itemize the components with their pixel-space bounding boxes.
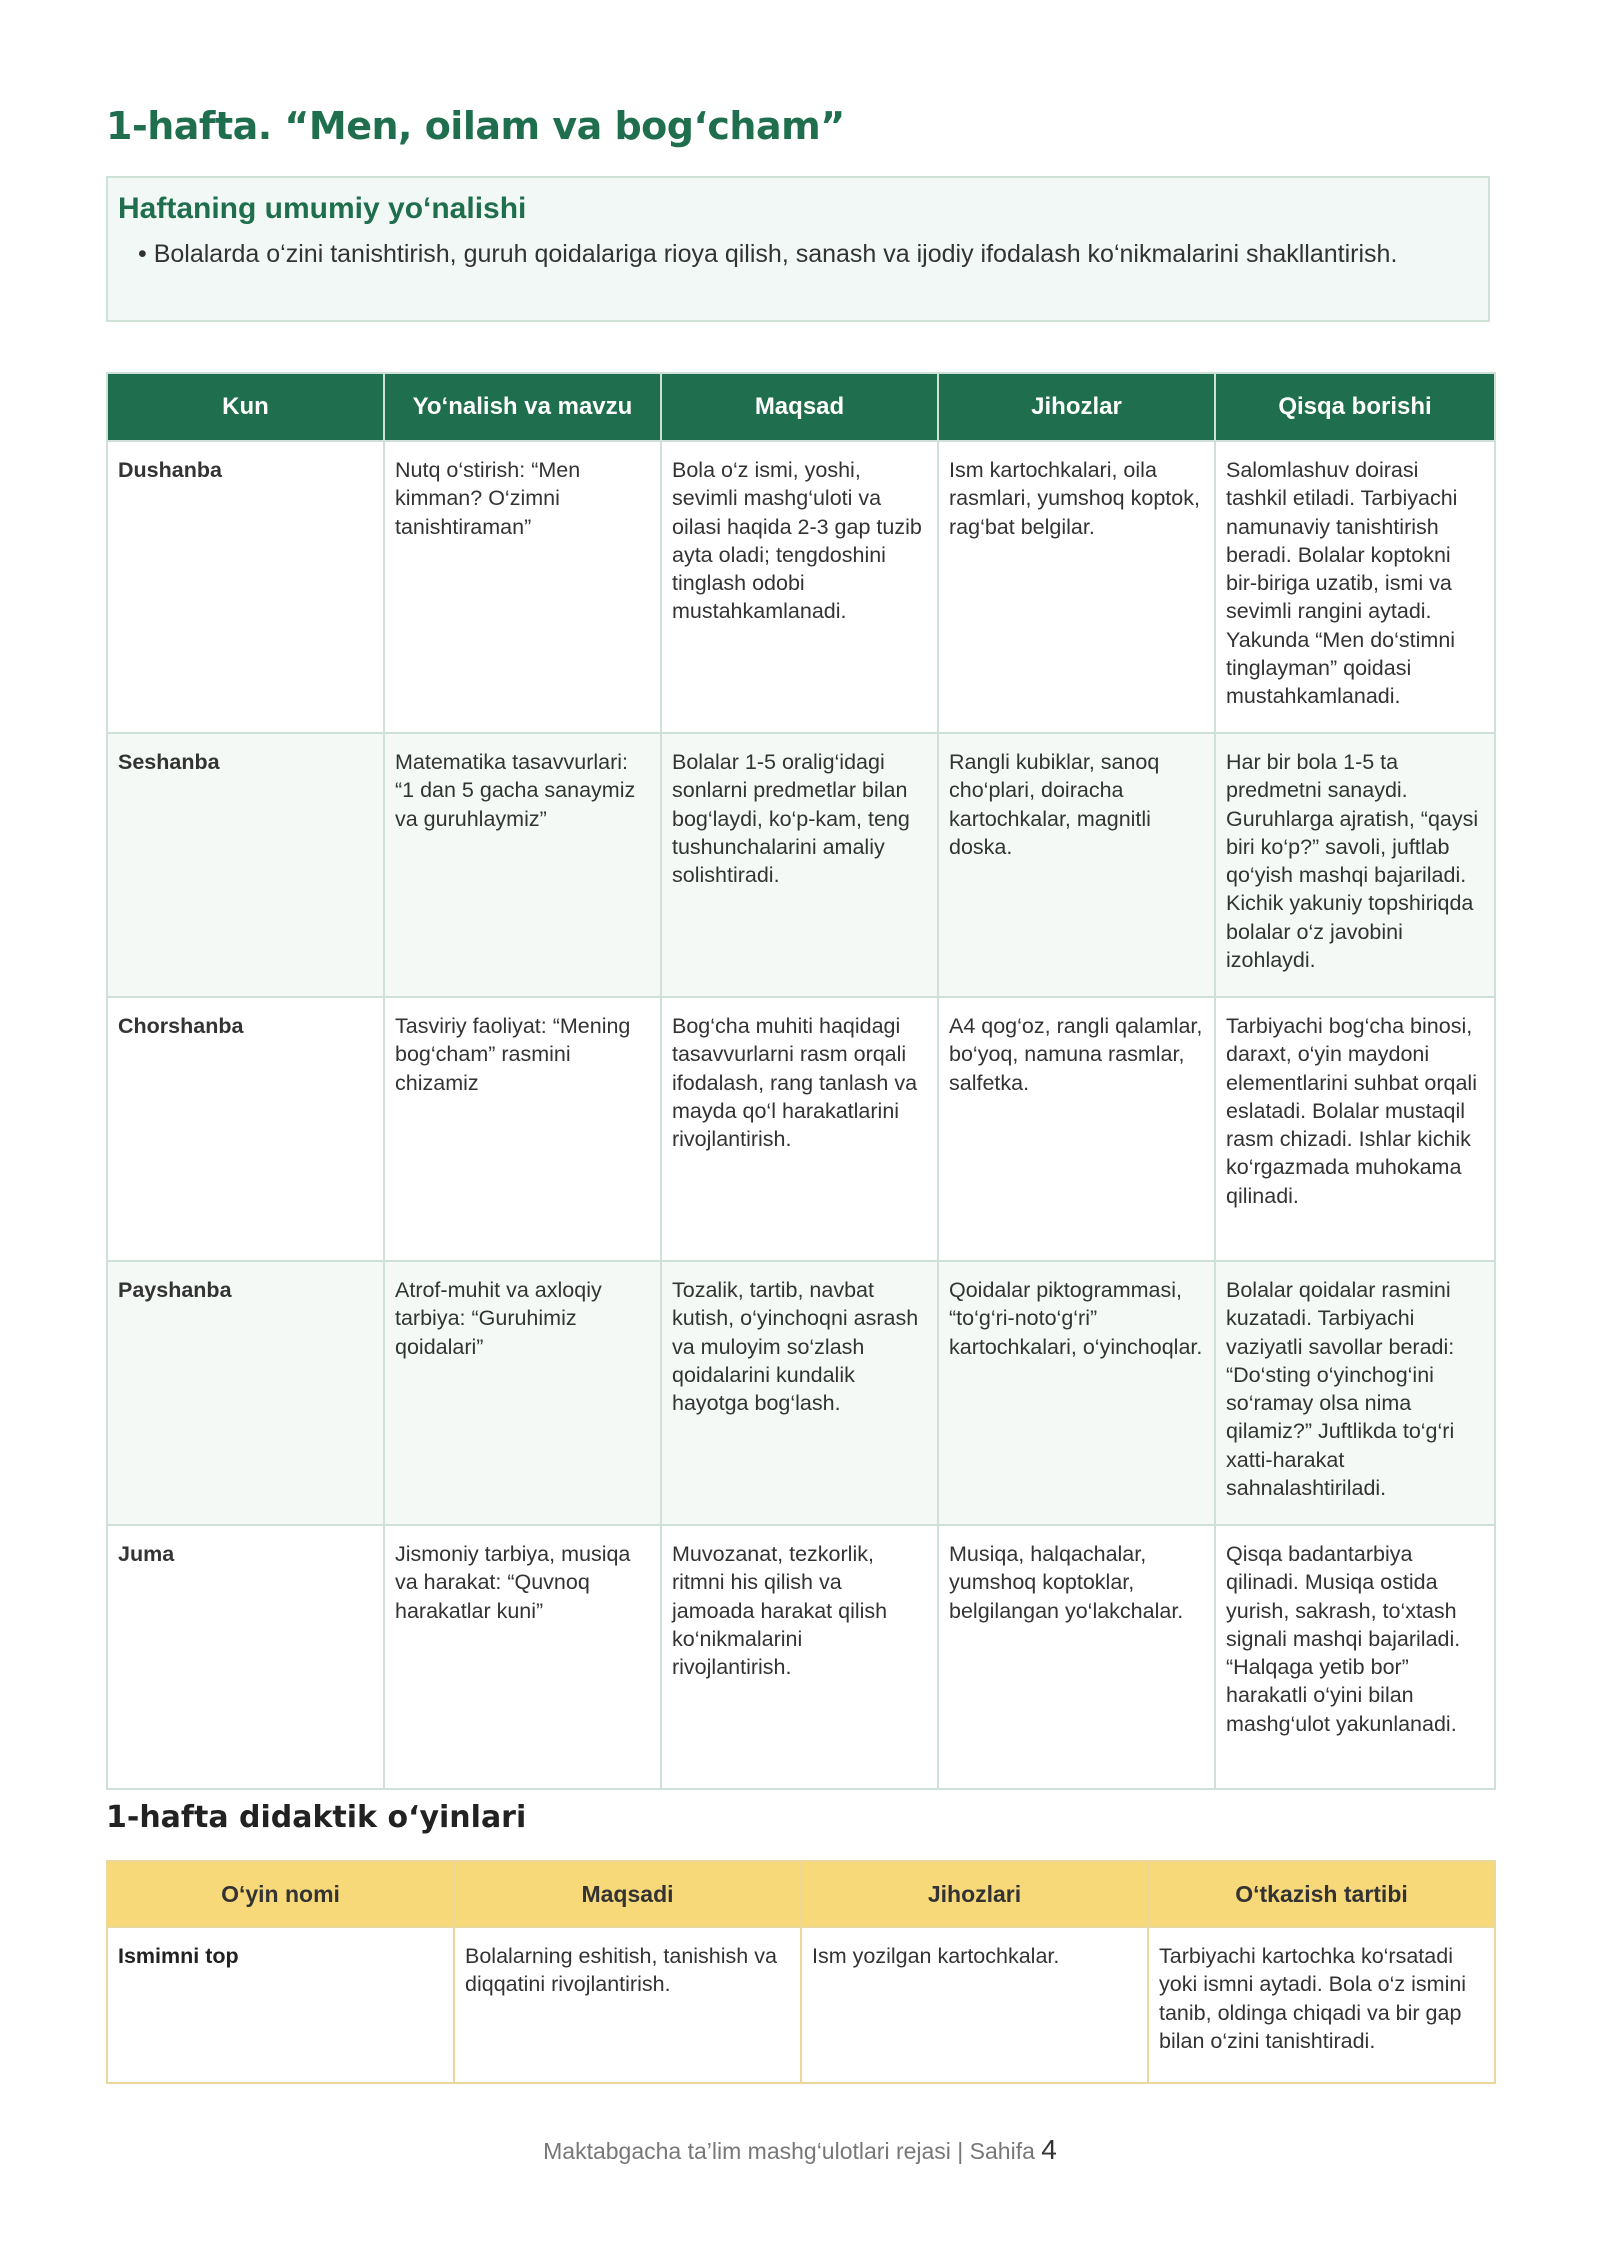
goal-cell: Bola o‘z ismi, yoshi, sevimli mashg‘uloti va oilasi haqida 2-3 gap tuzib ayta oladi; tengdoshini tinglash odobi mustahkamlanadi. [661, 441, 938, 733]
equipment-cell: Rangli kubiklar, sanoq cho‘plari, doiracha kartochkalar, magnitli doska. [938, 733, 1215, 997]
equipment-cell: A4 qog‘oz, rangli qalamlar, bo‘yoq, namuna rasmlar, salfetka. [938, 997, 1215, 1261]
plan-header-summary: Qisqa borishi [1215, 373, 1495, 441]
topic-cell: Matematika tasavvurlari: “1 dan 5 gacha sanaymiz va guruhlaymiz” [384, 733, 661, 997]
topic-cell: Tasviriy faoliyat: “Mening bog‘cham” rasmini chizamiz [384, 997, 661, 1261]
overview-heading: Haftaning umumiy yo‘nalishi [118, 192, 527, 225]
summary-cell: Tarbiyachi bog‘cha binosi, daraxt, o‘yin maydoni elementlarini suhbat orqali eslatadi. Bolalar mustaqil rasm chizadi. Ishlar kichik ko‘rgazmada muhokama qilinadi. [1215, 997, 1495, 1261]
plan-header-topic: Yo‘nalish va mavzu [384, 373, 661, 441]
plan-header-day: Kun [107, 373, 384, 441]
summary-cell: Har bir bola 1-5 ta predmetni sanaydi. Guruhlarga ajratish, “qaysi biri ko‘p?” savoli, juftlab qo‘yish mashqi bajariladi. Kichik yakuniy topshiriqda bolalar o‘z javobini izohlaydi. [1215, 733, 1495, 997]
game-equipment-cell: Ism yozilgan kartochkalar. [801, 1927, 1148, 2083]
table-row [107, 997, 1495, 1261]
overview-bullet: • Bolalarda o‘zini tanishtirish, guruh qoidalariga rioya qilish, sanash va ijodiy ifodalash ko‘nikmalarini shakllantirish. [138, 240, 1398, 268]
day-cell: Seshanba [107, 733, 384, 997]
goal-cell: Bolalar 1-5 oralig‘idagi sonlarni predmetlar bilan bog‘laydi, ko‘p-kam, teng tushunchalarini amaliy solishtiradi. [661, 733, 938, 997]
game-name-cell: Ismimni top [107, 1927, 454, 2083]
page-number: 4 [1041, 2134, 1057, 2165]
games-section-title: 1-hafta didaktik o‘yinlari [106, 1800, 527, 1835]
table-row [107, 1927, 1495, 2083]
equipment-cell: Ism kartochkalari, oila rasmlari, yumshoq koptok, rag‘bat belgilar. [938, 441, 1215, 733]
day-cell: Payshanba [107, 1261, 384, 1525]
plan-header-goal: Maqsad [661, 373, 938, 441]
game-procedure-cell: Tarbiyachi kartochka ko‘rsatadi yoki ismni aytadi. Bola o‘z ismini tanib, oldinga chiqadi va bir gap bilan o‘zini tanishtiradi. [1148, 1927, 1495, 2083]
games-header-equipment: Jihozlari [801, 1861, 1148, 1927]
goal-cell: Tozalik, tartib, navbat kutish, o‘yinchoqni asrash va muloyim so‘zlash qoidalarini kundalik hayotga bog‘lash. [661, 1261, 938, 1525]
didactic-games-table [106, 1860, 1496, 2084]
topic-cell: Jismoniy tarbiya, musiqa va harakat: “Quvnoq harakatlar kuni” [384, 1525, 661, 1789]
games-header-procedure: O‘tkazish tartibi [1148, 1861, 1495, 1927]
games-header-goal: Maqsadi [454, 1861, 801, 1927]
day-cell: Chorshanba [107, 997, 384, 1261]
goal-cell: Muvozanat, tezkorlik, ritmni his qilish va jamoada harakat qilish ko‘nikmalarini rivojlantirish. [661, 1525, 938, 1789]
table-row [107, 733, 1495, 997]
goal-cell: Bog‘cha muhiti haqidagi tasavvurlarni rasm orqali ifodalash, rang tanlash va mayda qo‘l harakatlarini rivojlantirish. [661, 997, 938, 1261]
table-row [107, 441, 1495, 733]
plan-header-equipment: Jihozlar [938, 373, 1215, 441]
games-header-name: O‘yin nomi [107, 1861, 454, 1927]
day-cell: Dushanba [107, 441, 384, 733]
weekly-plan-table [106, 372, 1496, 1790]
equipment-cell: Musiqa, halqachalar, yumshoq koptoklar, belgilangan yo‘lakchalar. [938, 1525, 1215, 1789]
plan-header-row [107, 373, 1495, 441]
summary-cell: Salomlashuv doirasi tashkil etiladi. Tarbiyachi namunaviy tanishtirish beradi. Bolalar koptokni bir-biriga uzatib, ismi va sevimli rangini aytadi. Yakunda “Men do‘stimni tinglayman” qoidasi mustahkamlanadi. [1215, 441, 1495, 733]
table-row [107, 1525, 1495, 1789]
equipment-cell: Qoidalar piktogrammasi, “to‘g‘ri-noto‘g‘ri” kartochkalari, o‘yinchoqlar. [938, 1261, 1215, 1525]
table-row [107, 1261, 1495, 1525]
day-cell: Juma [107, 1525, 384, 1789]
game-goal-cell: Bolalarning eshitish, tanishish va diqqatini rivojlantirish. [454, 1927, 801, 2083]
topic-cell: Nutq o‘stirish: “Men kimman? O‘zimni tanishtiraman” [384, 441, 661, 733]
page-footer [0, 2134, 1600, 2166]
summary-cell: Bolalar qoidalar rasmini kuzatadi. Tarbiyachi vaziyatli savollar beradi: “Do‘sting o‘yinchog‘ini so‘ramay olsa nima qilamiz?” Juftlikda to‘g‘ri xatti-harakat sahnalashtiriladi. [1215, 1261, 1495, 1525]
summary-cell: Qisqa badantarbiya qilinadi. Musiqa ostida yurish, sakrash, to‘xtash signali mashqi bajariladi. “Halqaga yetib bor” harakatli o‘yini bilan mashg‘ulot yakunlanadi. [1215, 1525, 1495, 1789]
games-header-row [107, 1861, 1495, 1927]
week-title: 1-hafta. “Men, oilam va bog‘cham” [106, 104, 845, 148]
week-overview-box [106, 176, 1490, 322]
footer-text: Maktabgacha ta’lim mashg‘ulotlari rejasi | Sahifa [543, 2138, 1035, 2164]
topic-cell: Atrof-muhit va axloqiy tarbiya: “Guruhimiz qoidalari” [384, 1261, 661, 1525]
